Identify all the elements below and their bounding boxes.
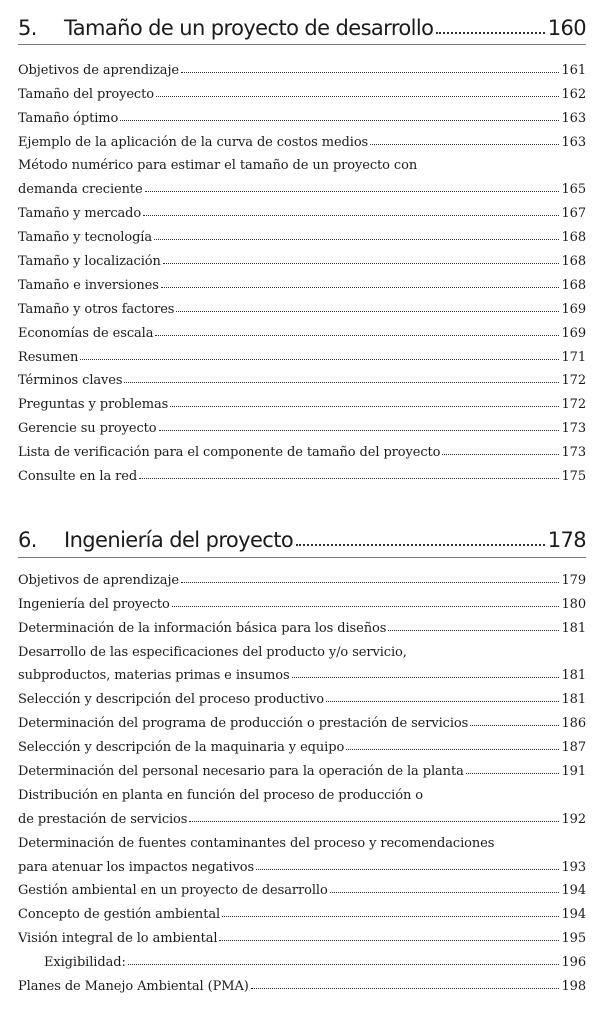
dot-leader xyxy=(154,239,559,240)
entry-title: Consulte en la red xyxy=(18,469,138,485)
entry-page-number: 186 xyxy=(561,716,586,732)
entry-title: para atenuar los impactos negativos xyxy=(18,859,255,875)
toc-entry[interactable] xyxy=(18,197,586,221)
dot-leader xyxy=(181,72,560,73)
dot-leader xyxy=(470,725,559,726)
dot-leader xyxy=(346,749,559,750)
toc-entry-continued[interactable] xyxy=(18,779,586,803)
entry-title: Tamaño e inversiones xyxy=(18,277,159,293)
dot-leader xyxy=(120,120,559,121)
entry-page-number: 165 xyxy=(561,182,586,198)
toc-entry-continued[interactable] xyxy=(18,150,586,174)
toc-entry[interactable] xyxy=(18,683,586,707)
entry-title: Objetivos de aprendizaje xyxy=(18,572,179,588)
entry-page-number: 172 xyxy=(561,373,586,389)
entry-page-number: 162 xyxy=(561,86,586,102)
entry-page-number: 181 xyxy=(561,692,586,708)
dot-leader xyxy=(219,940,559,941)
toc-entry[interactable] xyxy=(18,126,586,150)
entry-title: Desarrollo de las especificaciones del producto y/o servicio, xyxy=(18,644,407,660)
toc-entry[interactable] xyxy=(18,293,586,317)
toc-entry[interactable] xyxy=(18,412,586,436)
chapter-divider xyxy=(18,44,586,45)
entry-title: Tamaño óptimo xyxy=(18,110,119,126)
toc-entry[interactable] xyxy=(18,269,586,293)
dot-leader xyxy=(139,478,559,479)
chapter-number: 5. xyxy=(18,16,37,40)
toc-entry-continued[interactable] xyxy=(18,827,586,851)
entry-title: Concepto de gestión ambiental xyxy=(18,907,221,923)
entry-page-number: 196 xyxy=(561,955,586,971)
toc-entry[interactable] xyxy=(18,707,586,731)
dot-leader xyxy=(156,96,560,97)
toc-entry[interactable] xyxy=(18,173,586,197)
entry-title: Ingeniería del proyecto xyxy=(18,596,170,612)
entry-page-number: 173 xyxy=(561,421,586,437)
dot-leader xyxy=(128,964,560,965)
dot-leader xyxy=(251,988,560,989)
toc-entry[interactable] xyxy=(18,898,586,922)
toc-entry[interactable] xyxy=(18,588,586,612)
toc-entry[interactable] xyxy=(18,564,586,588)
entry-page-number: 172 xyxy=(561,397,586,413)
entry-title: de prestación de servicios xyxy=(18,811,188,827)
entry-title: Tamaño y mercado xyxy=(18,206,142,222)
toc-entry[interactable] xyxy=(18,54,586,78)
dot-leader xyxy=(176,311,559,312)
entry-page-number: 191 xyxy=(561,764,586,780)
chapter-title: Tamaño de un proyecto de desarrollo xyxy=(64,16,434,40)
entry-page-number: 193 xyxy=(561,859,586,875)
entry-title: demanda creciente xyxy=(18,182,143,198)
entry-page-number: 180 xyxy=(561,596,586,612)
dot-leader xyxy=(326,701,560,702)
toc-entry[interactable] xyxy=(18,875,586,899)
toc-entry[interactable] xyxy=(18,731,586,755)
entry-page-number: 194 xyxy=(561,907,586,923)
entry-title: Ejemplo de la aplicación de la curva de costos medios xyxy=(18,134,369,150)
entry-page-number: 179 xyxy=(561,572,586,588)
entry-title: Selección y descripción de la maquinaria y equipo xyxy=(18,740,345,756)
toc-entry[interactable] xyxy=(18,922,586,946)
entry-page-number: 198 xyxy=(561,979,586,995)
entry-title: Método numérico para estimar el tamaño de un proyecto con xyxy=(18,158,418,174)
entry-title: Economías de escala xyxy=(18,325,154,341)
dot-leader xyxy=(296,544,545,546)
entry-page-number: 187 xyxy=(561,740,586,756)
entry-title: Tamaño y tecnología xyxy=(18,230,153,246)
chapter-heading[interactable] xyxy=(18,6,586,40)
toc-entry[interactable] xyxy=(18,388,586,412)
dot-leader xyxy=(143,215,559,216)
toc-entry[interactable] xyxy=(18,970,586,994)
entry-page-number: 192 xyxy=(561,811,586,827)
toc-entry[interactable] xyxy=(18,851,586,875)
dot-leader xyxy=(222,916,559,917)
entry-page-number: 168 xyxy=(561,230,586,246)
chapter-heading[interactable] xyxy=(18,518,586,552)
toc-entry[interactable] xyxy=(18,341,586,365)
entry-title: Preguntas y problemas xyxy=(18,397,169,413)
dot-leader xyxy=(330,892,560,893)
chapter-page-number: 160 xyxy=(547,16,586,40)
dot-leader xyxy=(124,382,559,383)
entry-page-number: 171 xyxy=(561,349,586,365)
entry-page-number: 194 xyxy=(561,883,586,899)
chapter-divider xyxy=(18,557,586,558)
entry-page-number: 175 xyxy=(561,469,586,485)
dot-leader xyxy=(466,773,560,774)
dot-leader xyxy=(161,287,560,288)
dot-leader xyxy=(155,335,559,336)
chapter-number: 6. xyxy=(18,528,37,552)
entry-title: Lista de verificación para el componente de tamaño del proyecto xyxy=(18,445,441,461)
dot-leader xyxy=(159,430,560,431)
entry-page-number: 163 xyxy=(561,110,586,126)
entry-title: Términos claves xyxy=(18,373,123,389)
dot-leader xyxy=(436,32,544,34)
dot-leader xyxy=(163,263,560,264)
chapter-entries-list xyxy=(18,54,586,484)
dot-leader xyxy=(442,454,559,455)
entry-page-number: 173 xyxy=(561,445,586,461)
toc-entry[interactable] xyxy=(18,755,586,779)
toc-entry[interactable] xyxy=(18,221,586,245)
entry-page-number: 169 xyxy=(561,325,586,341)
toc-entry[interactable] xyxy=(18,102,586,126)
entry-page-number: 181 xyxy=(561,668,586,684)
entry-title: Determinación de la información básica para los diseños xyxy=(18,620,387,636)
entry-title: Resumen xyxy=(18,349,79,365)
dot-leader xyxy=(80,359,559,360)
toc-entry[interactable] xyxy=(18,317,586,341)
entry-title: subproductos, materias primas e insumos xyxy=(18,668,290,684)
entry-title: Determinación del programa de producción o prestación de servicios xyxy=(18,716,469,732)
dot-leader xyxy=(189,821,559,822)
entry-page-number: 181 xyxy=(561,620,586,636)
dot-leader xyxy=(370,144,559,145)
entry-title: Planes de Manejo Ambiental (PMA) xyxy=(18,979,249,995)
entry-title: Determinación de fuentes contaminantes del proceso y recomendaciones xyxy=(18,835,495,851)
chapter-entries-list xyxy=(18,564,586,994)
toc-entry[interactable] xyxy=(18,612,586,636)
chapter-page-number: 178 xyxy=(547,528,586,552)
toc-entry[interactable] xyxy=(18,436,586,460)
entry-title: Objetivos de aprendizaje xyxy=(18,62,179,78)
dot-leader xyxy=(388,630,559,631)
entry-title: Visión integral de lo ambiental xyxy=(18,931,218,947)
entry-title: Tamaño y localización xyxy=(18,254,161,270)
toc-entry[interactable] xyxy=(18,660,586,684)
entry-title: Tamaño del proyecto xyxy=(18,86,154,102)
toc-entry[interactable] xyxy=(18,460,586,484)
entry-page-number: 167 xyxy=(561,206,586,222)
entry-title: Distribución en planta en función del proceso de producción o xyxy=(18,787,424,803)
entry-page-number: 169 xyxy=(561,301,586,317)
dot-leader xyxy=(181,582,560,583)
entry-title: Tamaño y otros factores xyxy=(18,301,175,317)
dot-leader xyxy=(145,191,560,192)
entry-page-number: 168 xyxy=(561,254,586,270)
toc-entry[interactable] xyxy=(18,803,586,827)
dot-leader xyxy=(172,606,560,607)
entry-title: Gestión ambiental en un proyecto de desarrollo xyxy=(18,883,328,899)
entry-page-number: 161 xyxy=(561,62,586,78)
entry-page-number: 195 xyxy=(561,931,586,947)
entry-title: Determinación del personal necesario para la operación de la planta xyxy=(18,764,464,780)
entry-page-number: 163 xyxy=(561,134,586,150)
toc-entry-continued[interactable] xyxy=(18,636,586,660)
toc-subentry[interactable] xyxy=(18,946,586,970)
entry-title: Exigibilidad: xyxy=(44,955,126,971)
dot-leader xyxy=(170,406,559,407)
toc-entry[interactable] xyxy=(18,365,586,389)
dot-leader xyxy=(292,677,560,678)
entry-title: Gerencie su proyecto xyxy=(18,421,157,437)
entry-title: Selección y descripción del proceso productivo xyxy=(18,692,324,708)
toc-entry[interactable] xyxy=(18,245,586,269)
dot-leader xyxy=(256,869,559,870)
chapter-title: Ingeniería del proyecto xyxy=(64,528,294,552)
toc-entry[interactable] xyxy=(18,78,586,102)
entry-page-number: 168 xyxy=(561,277,586,293)
